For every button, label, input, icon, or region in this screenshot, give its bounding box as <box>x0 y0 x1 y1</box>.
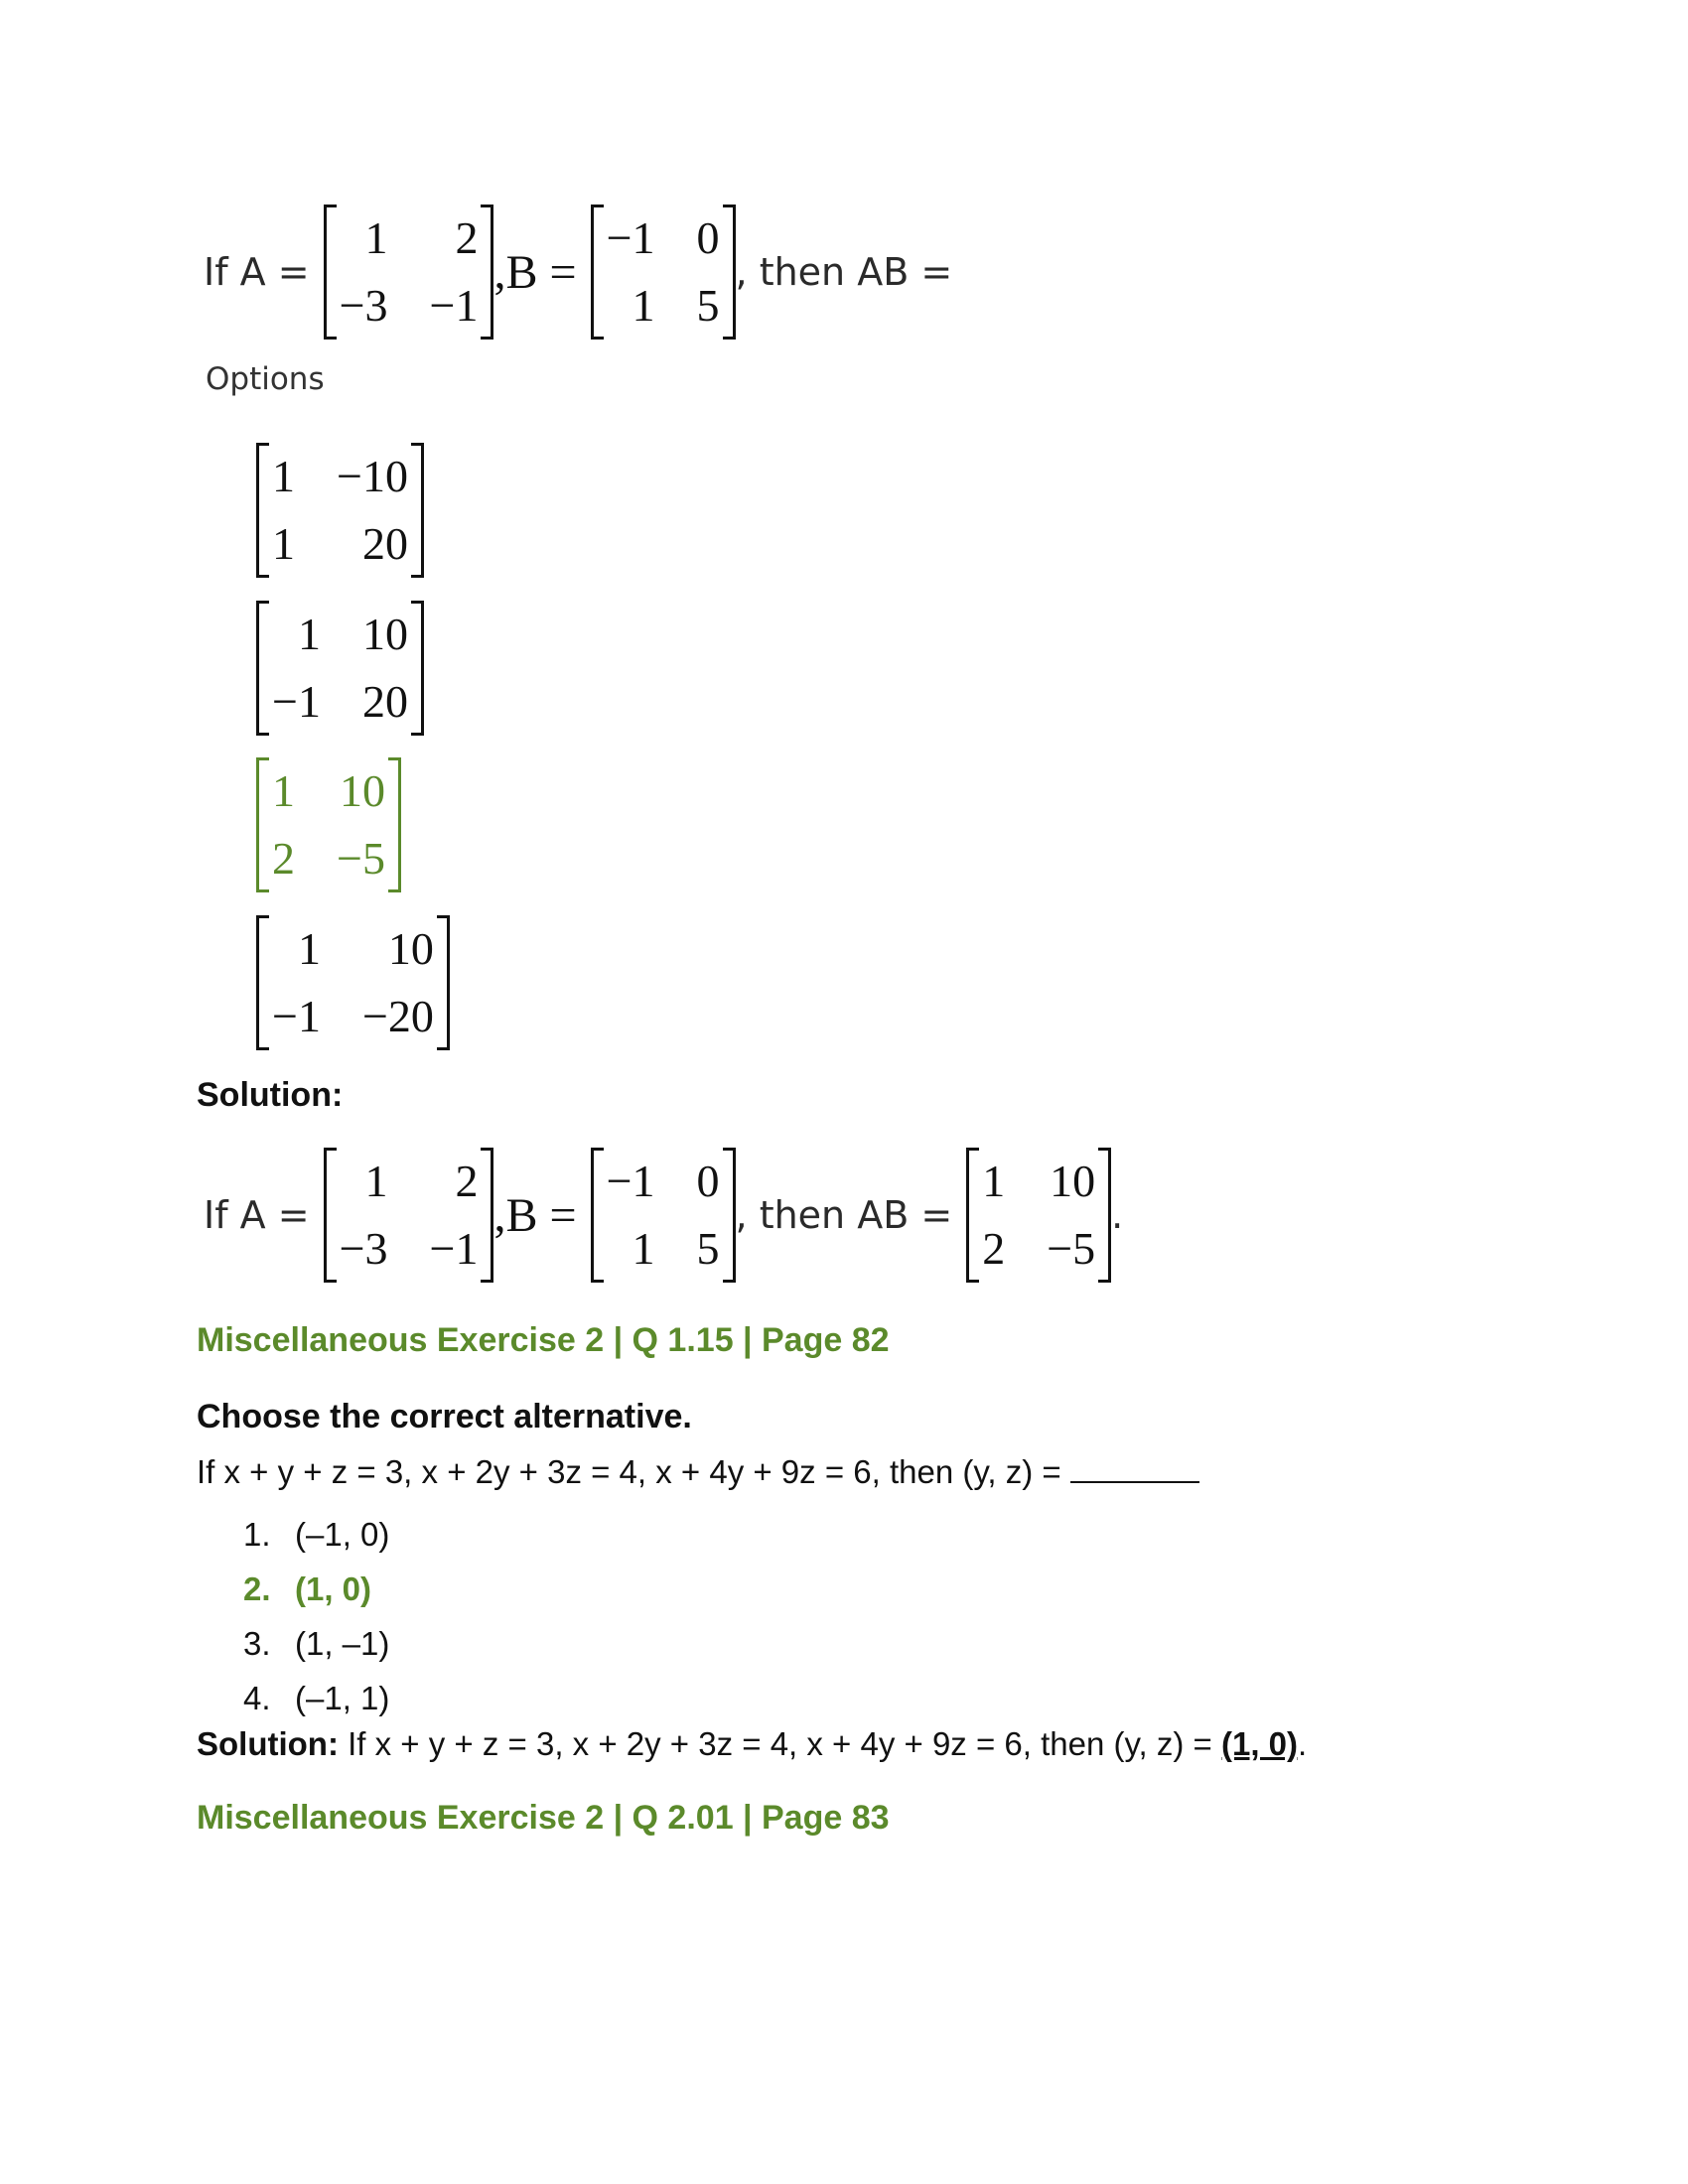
matrix-cell: 5 <box>696 280 720 331</box>
matrix-cell: 1 <box>632 1223 655 1274</box>
matrix-cell: 10 <box>387 923 434 974</box>
matrix-cell: −3 <box>339 1223 388 1274</box>
option-matrix <box>256 601 424 736</box>
matrix-cell: −1 <box>429 280 479 331</box>
choice-label: (1, 0) <box>295 1570 372 1607</box>
solution-heading: Solution: <box>197 1076 344 1114</box>
q1-suffix: , then AB = <box>735 250 953 294</box>
solution-2-answer: (1, 0) <box>1220 1725 1299 1762</box>
matrix-cell: 20 <box>361 518 408 569</box>
matrix-cell: −5 <box>337 833 385 884</box>
matrix-cell: 1 <box>364 1156 388 1206</box>
matrix-a <box>324 205 494 340</box>
matrix-cell: 1 <box>272 451 295 501</box>
matrix-cell: −10 <box>337 451 408 501</box>
question-2-choices <box>243 1507 389 1725</box>
option-matrix <box>256 443 424 578</box>
matrix-cell: 1 <box>364 212 388 263</box>
solution-2-label: Solution: <box>197 1725 339 1762</box>
choice-label: (–1, 0) <box>295 1515 390 1553</box>
solution-2 <box>197 1725 1307 1763</box>
matrix-ab <box>966 1148 1111 1283</box>
matrix-b <box>591 1148 736 1283</box>
choice-number: 3. <box>243 1624 271 1662</box>
matrix-cell: −20 <box>361 991 434 1041</box>
matrix-cell: −3 <box>339 280 388 331</box>
matrix-cell: −1 <box>272 991 321 1041</box>
matrix-b <box>591 205 736 340</box>
question-2-statement: If x + y + z = 3, x + 2y + 3z = 4, x + 4y + 9z = 6, then (y, z) = <box>197 1453 1070 1490</box>
question-2-heading: Choose the correct alternative. <box>197 1398 692 1435</box>
matrix-cell: 2 <box>455 212 479 263</box>
matrix-a <box>324 1148 494 1283</box>
matrix-cell: 10 <box>361 609 408 659</box>
answer-blank <box>1070 1451 1199 1483</box>
choice-label: (1, –1) <box>295 1624 390 1662</box>
choice-3[interactable] <box>243 1616 389 1671</box>
reference-link-1[interactable]: Miscellaneous Exercise 2 | Q 1.15 | Page 82 <box>197 1321 890 1359</box>
matrix-cell: 2 <box>982 1223 1006 1274</box>
sol1-comma-b: ,B = <box>493 1188 577 1242</box>
option-3-correct[interactable] <box>256 757 401 892</box>
matrix-cell: 5 <box>696 1223 720 1274</box>
sol1-mid: , then AB = <box>735 1193 953 1237</box>
matrix-cell: 1 <box>272 765 295 816</box>
solution-1 <box>204 1148 1123 1283</box>
matrix-cell: −1 <box>429 1223 479 1274</box>
matrix-cell: 0 <box>696 1156 720 1206</box>
matrix-cell: 10 <box>1050 1156 1096 1206</box>
question-1 <box>204 205 952 340</box>
matrix-cell: 2 <box>272 833 295 884</box>
matrix-cell: 20 <box>361 676 408 727</box>
option-1[interactable] <box>256 443 424 578</box>
matrix-cell: 2 <box>455 1156 479 1206</box>
matrix-cell: 0 <box>696 212 720 263</box>
matrix-cell: 1 <box>632 280 655 331</box>
solution-2-text: If x + y + z = 3, x + 2y + 3z = 4, x + 4y + 9z = 6, then (y, z) = <box>338 1725 1221 1762</box>
option-2[interactable] <box>256 601 424 736</box>
q1-prefix: If A = <box>204 250 310 294</box>
matrix-cell: 1 <box>982 1156 1006 1206</box>
q1-comma-b: ,B = <box>493 245 577 299</box>
sol1-end: . <box>1111 1193 1124 1237</box>
matrix-cell: −1 <box>272 676 321 727</box>
matrix-cell: 1 <box>297 923 321 974</box>
matrix-cell: 1 <box>297 609 321 659</box>
sol1-prefix: If A = <box>204 1193 310 1237</box>
question-2-text <box>197 1451 1199 1491</box>
options-label: Options <box>206 361 325 397</box>
solution-2-end: . <box>1298 1725 1308 1762</box>
matrix-cell: 10 <box>339 765 385 816</box>
matrix-cell: −1 <box>606 1156 655 1206</box>
choice-number: 1. <box>243 1515 271 1553</box>
matrix-cell: 1 <box>272 518 295 569</box>
choice-4[interactable] <box>243 1671 389 1725</box>
choice-label: (–1, 1) <box>295 1679 390 1716</box>
option-matrix <box>256 757 401 892</box>
matrix-cell: −1 <box>606 212 655 263</box>
option-matrix <box>256 915 450 1050</box>
choice-number: 2. <box>243 1570 271 1607</box>
choice-number: 4. <box>243 1679 271 1716</box>
matrix-cell: −5 <box>1047 1223 1096 1274</box>
reference-link-2[interactable]: Miscellaneous Exercise 2 | Q 2.01 | Page 83 <box>197 1799 890 1837</box>
choice-2-correct[interactable] <box>243 1562 389 1616</box>
option-4[interactable] <box>256 915 450 1050</box>
choice-1[interactable] <box>243 1507 389 1562</box>
